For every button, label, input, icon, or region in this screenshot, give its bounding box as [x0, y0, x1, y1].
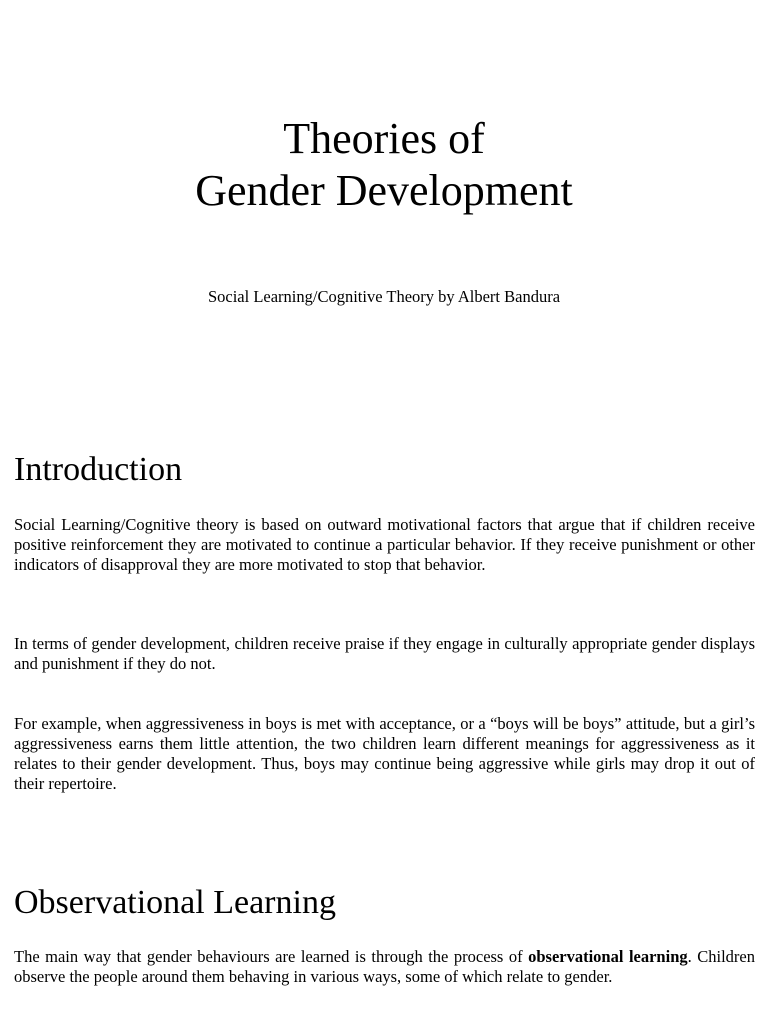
observational-paragraph-text-end: . Children observe the people around them behaving in various ways, some of which relate to gender. — [14, 947, 755, 986]
title-line-2: Gender Development — [195, 166, 573, 215]
page-subtitle: Social Learning/Cognitive Theory by Albert Bandura — [207, 287, 561, 306]
section-heading-introduction: Introduction — [14, 451, 183, 488]
intro-paragraph-2: In terms of gender development, children receive praise if they engage in culturally appropriate gender displays and punishment if they do not. — [14, 634, 755, 673]
observational-learning-paragraph — [14, 947, 755, 987]
section-heading-observational-learning: Observational Learning — [14, 884, 336, 921]
page-title — [0, 113, 768, 217]
intro-paragraph-1: Social Learning/Cognitive theory is based on outward motivational factors that argue that if children receive positive reinforcement they are motivated to continue a particular behavior. If they receive punishment or other indicators of disapproval they are more motivated to stop that behavior. — [14, 515, 755, 574]
intro-paragraph-3: For example, when aggressiveness in boys is met with acceptance, or a “boys will be boys” attitude, but a girl’s aggressiveness earns them little attention, the two children learn different meanings for aggressiveness as it relates to their gender development. Thus, boys may continue being aggressive while girls may drop it out of their repertoire. — [14, 714, 755, 793]
observational-learning-term: observational learning — [528, 947, 688, 966]
title-line-1: Theories of — [283, 114, 485, 163]
observational-paragraph-text-start: The main way that gender behaviours are learned is through the process of — [14, 947, 529, 966]
